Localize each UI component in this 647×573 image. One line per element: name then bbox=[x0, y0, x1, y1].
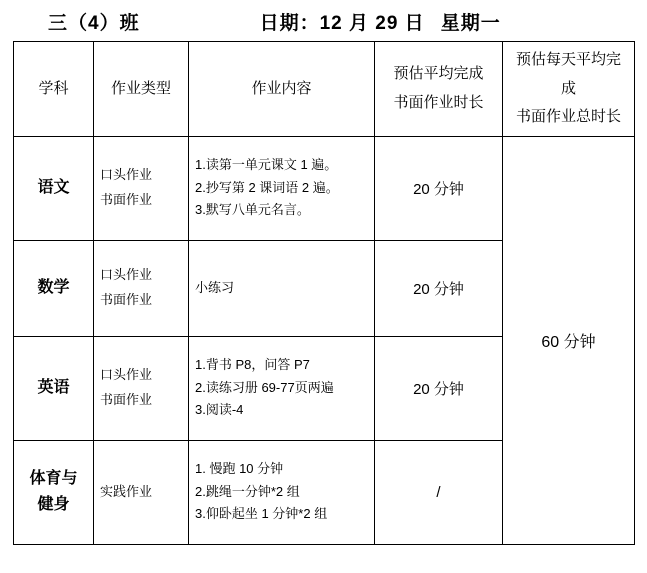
cell-estimate: 20 分钟 bbox=[375, 240, 503, 336]
column-header-content-line1: 作业内容 bbox=[251, 79, 312, 97]
weekday-label: 星期一 bbox=[440, 13, 501, 34]
column-header-estimate-line1: 预估平均完成 bbox=[393, 65, 484, 83]
cell-content bbox=[189, 240, 375, 336]
column-header-total-line1: 预估每天平均完成 bbox=[515, 51, 621, 97]
cell-content-line: 2.抄写第 2 课词语 2 遍。 bbox=[195, 179, 339, 195]
cell-estimate: / bbox=[375, 440, 503, 544]
cell-content-line: 小练习 bbox=[195, 279, 235, 295]
cell-type-line: 口头作业 bbox=[100, 167, 153, 183]
cell-subject-line1: 体育与 bbox=[29, 470, 78, 488]
table-header-row bbox=[14, 42, 635, 137]
cell-content-line: 1. 慢跑 10 分钟 bbox=[195, 460, 284, 476]
cell-subject: 数学 bbox=[14, 240, 94, 336]
cell-type-line: 书面作业 bbox=[100, 392, 153, 407]
column-header-subject bbox=[14, 42, 94, 137]
date-label: 日期：12 月 29 日 bbox=[259, 13, 425, 34]
cell-type-line: 口头作业 bbox=[100, 367, 153, 383]
cell-subject: 英语 bbox=[14, 336, 94, 440]
cell-content-line: 3.仰卧起坐 1 分钟*2 组 bbox=[195, 506, 328, 522]
cell-type-line: 书面作业 bbox=[100, 192, 153, 207]
cell-estimate: 20 分钟 bbox=[375, 336, 503, 440]
homework-table bbox=[13, 41, 635, 545]
cell-type bbox=[94, 336, 189, 440]
cell-type bbox=[94, 440, 189, 544]
cell-content-line: 3.默写八单元名言。 bbox=[195, 202, 310, 218]
cell-subject: 语文 bbox=[14, 136, 94, 240]
cell-type-line: 口头作业 bbox=[100, 267, 153, 283]
cell-content bbox=[189, 336, 375, 440]
column-header-content bbox=[189, 42, 375, 137]
cell-content-line: 3.阅读-4 bbox=[195, 402, 244, 418]
cell-content-line: 2.跳绳一分钟*2 组 bbox=[195, 483, 300, 499]
column-header-estimate bbox=[375, 42, 503, 137]
sheet-header bbox=[0, 0, 647, 41]
cell-content-line: 1.读第一单元课文 1 遍。 bbox=[195, 156, 338, 172]
cell-content bbox=[189, 440, 375, 544]
cell-subject bbox=[14, 440, 94, 544]
cell-content bbox=[189, 136, 375, 240]
cell-type-line: 书面作业 bbox=[100, 292, 153, 307]
cell-content-line: 2.读练习册 69-77页两遍 bbox=[195, 379, 334, 395]
column-header-type bbox=[94, 42, 189, 137]
cell-subject-line2: 健身 bbox=[37, 496, 70, 513]
table-row bbox=[14, 136, 635, 240]
column-header-type-line1: 作业类型 bbox=[110, 79, 171, 97]
cell-type bbox=[94, 240, 189, 336]
cell-content-line: 1.背书 P8，问答 P7 bbox=[195, 356, 310, 372]
cell-total-time: 60 分钟 bbox=[503, 136, 635, 544]
class-label: 三（4）班 bbox=[48, 13, 140, 34]
column-header-subject-line1: 学科 bbox=[38, 79, 69, 97]
cell-type bbox=[94, 136, 189, 240]
cell-estimate: 20 分钟 bbox=[375, 136, 503, 240]
column-header-estimate-line2: 书面作业时长 bbox=[393, 93, 484, 111]
column-header-total bbox=[503, 42, 635, 137]
cell-type-line: 实践作业 bbox=[100, 483, 153, 499]
column-header-total-line2: 书面作业总时长 bbox=[515, 108, 621, 125]
